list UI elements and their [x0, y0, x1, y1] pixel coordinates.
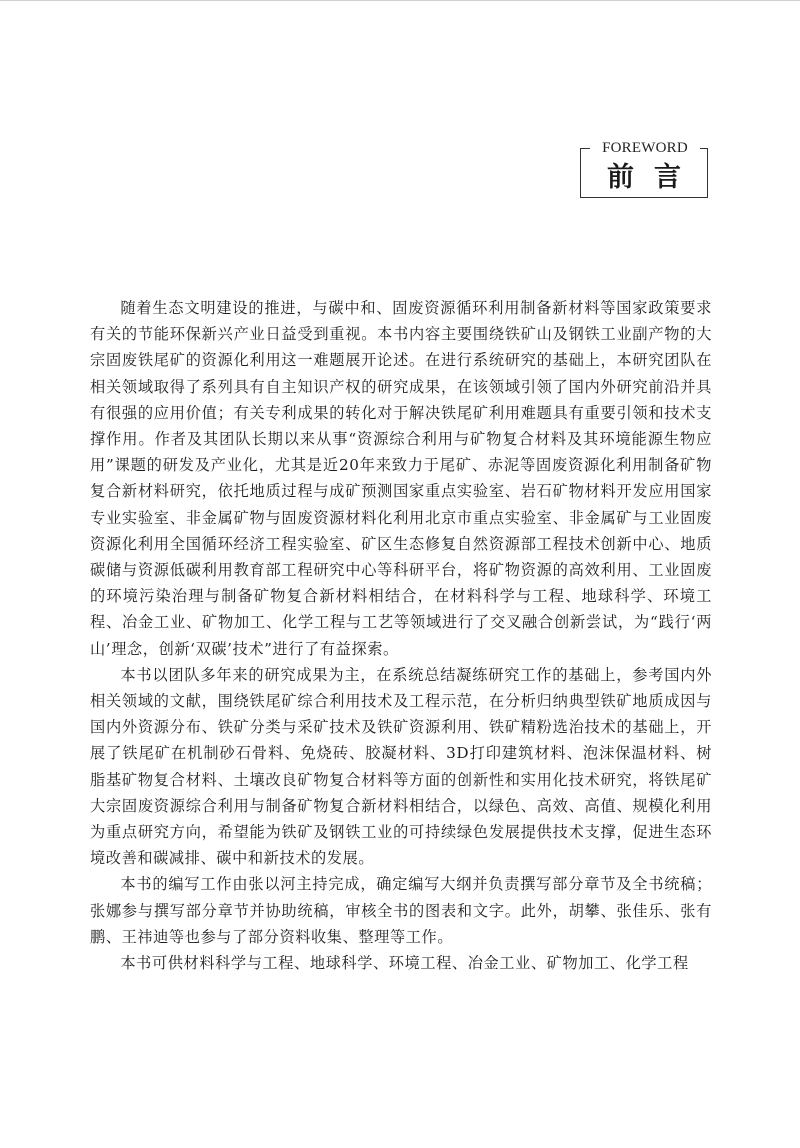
foreword-english-title: FOREWORD — [602, 140, 688, 156]
paragraph-1: 随着生态文明建设的推进，与碳中和、固废资源循环利用制备新材料等国家政策要求有关的节能环保新兴产业日益受到重视。本书内容主要围绕铁矿山及钢铁工业副产物的大宗固废铁尾矿的资源化利用这一难题展开论述。在进行系统研究的基础上，本研究团队在相关领域取得了系列具有自主知识产权的研究成果，在该领域引领了国内外研究前沿并具有很强的应用价值；有关专利成果的转化对于解决铁尾矿利用难题具有重要引领和技术支撑作用。作者及其团队长期以来从事“资源综合利用与矿物复合材料及其环境能源生物应用”课题的研发及产业化，尤其是近20年来致力于尾矿、赤泥等固废资源化利用制备矿物复合新材料研究，依托地质过程与成矿预测国家重点实验室、岩石矿物材料开发应用国家专业实验室、非金属矿物与固废资源材料化利用北京市重点实验室、非金属矿与工业固废资源化利用全国循环经济工程实验室、矿区生态修复自然资源部工程技术创新中心、地质碳储与资源低碳利用教育部工程研究中心等科研平台，将矿物资源的高效利用、工业固废的环境污染治理与制备矿物复合新材料相结合，在材料科学与工程、地球科学、环境工程、冶金工业、矿物加工、化学工程与工艺等领域进行了交叉融合创新尝试，为“践行‘两山’理念，创新‘双碳’技术”进行了有益探索。 — [90, 299, 712, 658]
foreword-body — [90, 295, 712, 976]
paragraph-4: 本书可供材料科学与工程、地球科学、环境工程、冶金工业、矿物加工、化学工程 — [120, 954, 689, 973]
heading-frame-top-right — [700, 148, 708, 149]
paragraph-2: 本书以团队多年来的研究成果为主，在系统总结凝练研究工作的基础上，参考国内外相关领域的文献，围绕铁尾矿综合利用技术及工程示范，在分析归纳典型铁矿地质成因与国内外资源分布、铁矿分类与采矿技术及铁矿资源利用、铁矿精粉选治技术的基础上，开展了铁尾矿在机制砂石骨料、免烧砖、胶凝材料、3D打印建筑材料、泡沫保温材料、树脂基矿物复合材料、土壤改良矿物复合材料等方面的创新性和实用化技术研究，将铁尾矿大宗固废资源综合利用与制备矿物复合新材料相结合，以绿色、高效、高值、规模化利用为重点研究方向，希望能为铁矿及钢铁工业的可持续绿色发展提供技术支撑，促进生态环境改善和碳减排、碳中和新技术的发展。 — [90, 665, 712, 868]
paragraph-3: 本书的编写工作由张以河主持完成，确定编写大纲并负责撰写部分章节及全书统稿；张娜参与撰写部分章节并协助统稿，审核全书的图表和文字。此外，胡攀、张佳乐、张有鹏、王祎迪等也参与了部分资料收集、整理等工作。 — [90, 875, 712, 946]
foreword-chinese-title: 前言 — [607, 162, 701, 193]
foreword-heading — [580, 138, 708, 198]
heading-frame-top-left — [580, 148, 590, 149]
